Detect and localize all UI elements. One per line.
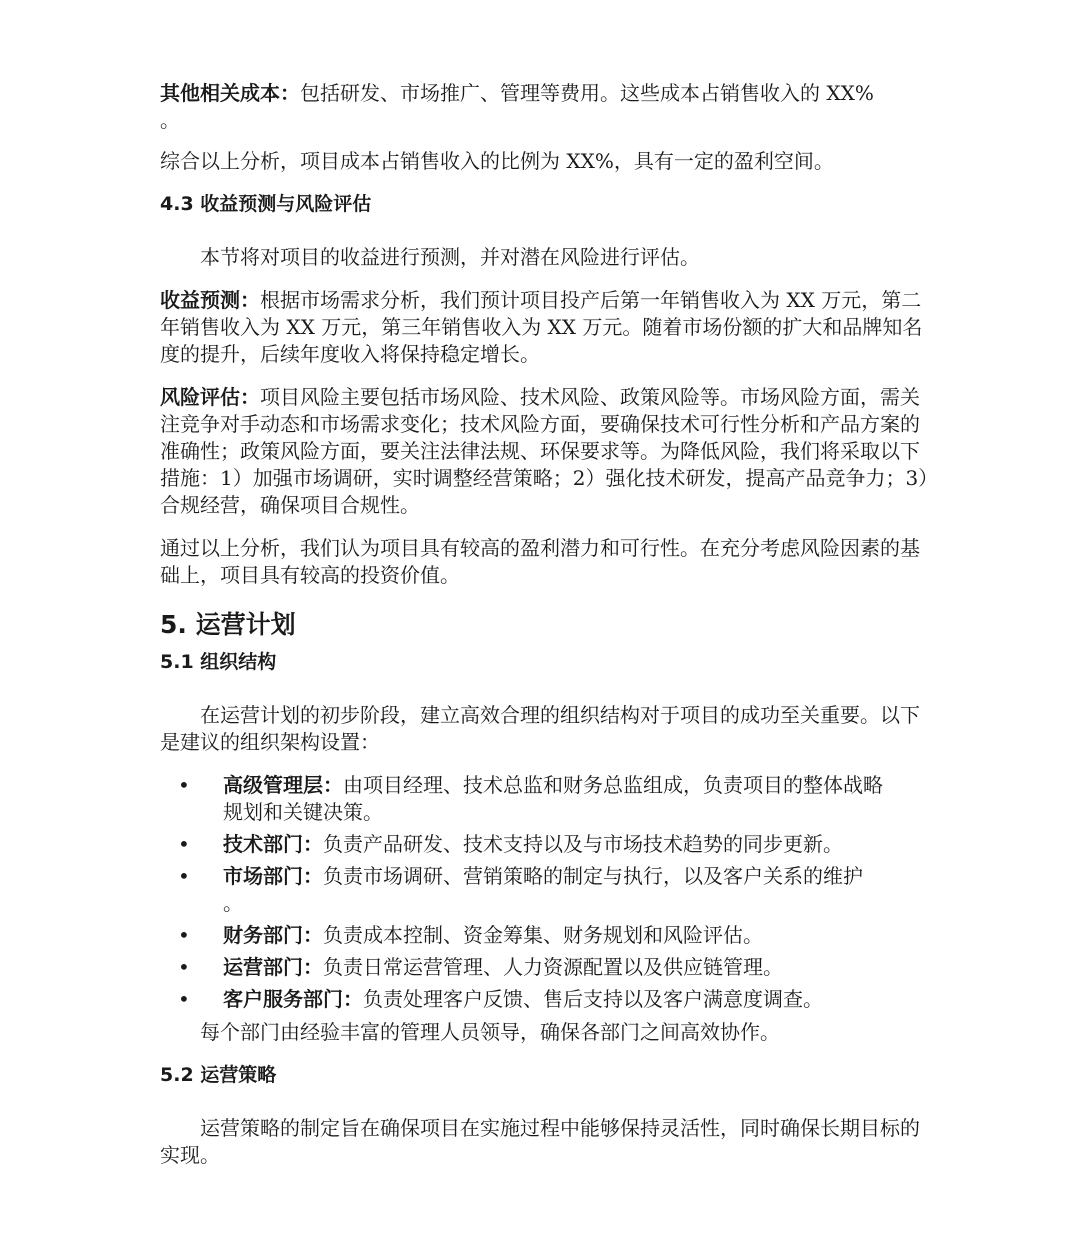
paragraph-5-1-end: 每个部门由经验丰富的管理人员领导，确保各部门之间高效协作。	[200, 1020, 780, 1044]
document-page	[160, 80, 930, 1169]
list-item	[160, 922, 900, 949]
list-item-label: 客户服务部门：	[223, 987, 363, 1011]
list-item	[160, 986, 900, 1013]
bullet-icon: •	[178, 987, 190, 1011]
paragraph-other-cost	[160, 80, 920, 134]
heading-5-2: 5.2 运营策略	[160, 1064, 277, 1086]
other-cost-label: 其他相关成本：	[160, 81, 300, 105]
org-structure-list	[160, 772, 900, 1013]
list-item	[160, 954, 900, 981]
other-cost-tail: 。	[160, 108, 180, 132]
paragraph-revenue-forecast	[160, 287, 930, 368]
bullet-icon: •	[178, 864, 190, 888]
list-item-text: 负责成本控制、资金筹集、财务规划和风险评估。	[323, 923, 763, 947]
paragraph-cost-summary: 综合以上分析，项目成本占销售收入的比例为 XX%，具有一定的盈利空间。	[160, 149, 834, 173]
heading-5: 5. 运营计划	[160, 610, 296, 639]
list-item	[160, 772, 900, 826]
heading-4-3: 4.3 收益预测与风险评估	[160, 193, 372, 215]
list-item-text: 负责产品研发、技术支持以及与市场技术趋势的同步更新。	[323, 832, 843, 856]
list-item-label: 市场部门：	[223, 864, 323, 888]
list-item	[160, 863, 900, 917]
list-item-text: 负责日常运营管理、人力资源配置以及供应链管理。	[323, 955, 783, 979]
paragraph-5-2-intro: 运营策略的制定旨在确保项目在实施过程中能够保持灵活性，同时确保长期目标的实现。	[160, 1116, 920, 1167]
list-item-tail: 。	[223, 891, 243, 915]
paragraph-conclusion: 通过以上分析，我们认为项目具有较高的盈利潜力和可行性。在充分考虑风险因素的基础上，项目具有较高的投资价值。	[160, 536, 920, 587]
list-item-text: 负责市场调研、营销策略的制定与执行，以及客户关系的维护	[323, 864, 863, 888]
bullet-icon: •	[178, 773, 190, 797]
list-item-text: 由项目经理、技术总监和财务总监组成，负责项目的整体战略规划和关键决策。	[223, 773, 883, 824]
revenue-forecast-label: 收益预测：	[160, 288, 260, 312]
risk-assessment-text: 项目风险主要包括市场风险、技术风险、政策风险等。市场风险方面，需关注竞争对手动态和市场需求变化；技术风险方面，要确保技术可行性分析和产品方案的准确性；政策风险方面，要关注法律法规、环保要求等。为降低风险，我们将采取以下措施：1）加强市场调研，实时调整经营策略；2）强化技术研发，提高产品竞争力；3）合规经营，确保项目合规性。	[160, 385, 929, 517]
paragraph-risk-assessment	[160, 384, 930, 519]
heading-5-1: 5.1 组织结构	[160, 651, 277, 673]
paragraph-4-3-intro: 本节将对项目的收益进行预测，并对潜在风险进行评估。	[200, 245, 700, 269]
bullet-icon: •	[178, 923, 190, 947]
list-item	[160, 831, 900, 858]
bullet-icon: •	[178, 955, 190, 979]
other-cost-text: 包括研发、市场推广、管理等费用。这些成本占销售收入的 XX%	[300, 81, 874, 105]
list-item-text: 负责处理客户反馈、售后支持以及客户满意度调查。	[363, 987, 823, 1011]
paragraph-5-1-intro: 在运营计划的初步阶段，建立高效合理的组织结构对于项目的成功至关重要。以下是建议的组织架构设置：	[160, 703, 920, 754]
list-item-label: 技术部门：	[223, 832, 323, 856]
list-item-label: 财务部门：	[223, 923, 323, 947]
list-item-label: 运营部门：	[223, 955, 323, 979]
risk-assessment-label: 风险评估：	[160, 385, 260, 409]
bullet-icon: •	[178, 832, 190, 856]
list-item-label: 高级管理层：	[223, 773, 343, 797]
revenue-forecast-text: 根据市场需求分析，我们预计项目投产后第一年销售收入为 XX 万元，第二年销售收入为 XX 万元，第三年销售收入为 XX 万元。随着市场份额的扩大和品牌知名度的提升，后续年度收入将保持稳定增长。	[160, 288, 923, 366]
